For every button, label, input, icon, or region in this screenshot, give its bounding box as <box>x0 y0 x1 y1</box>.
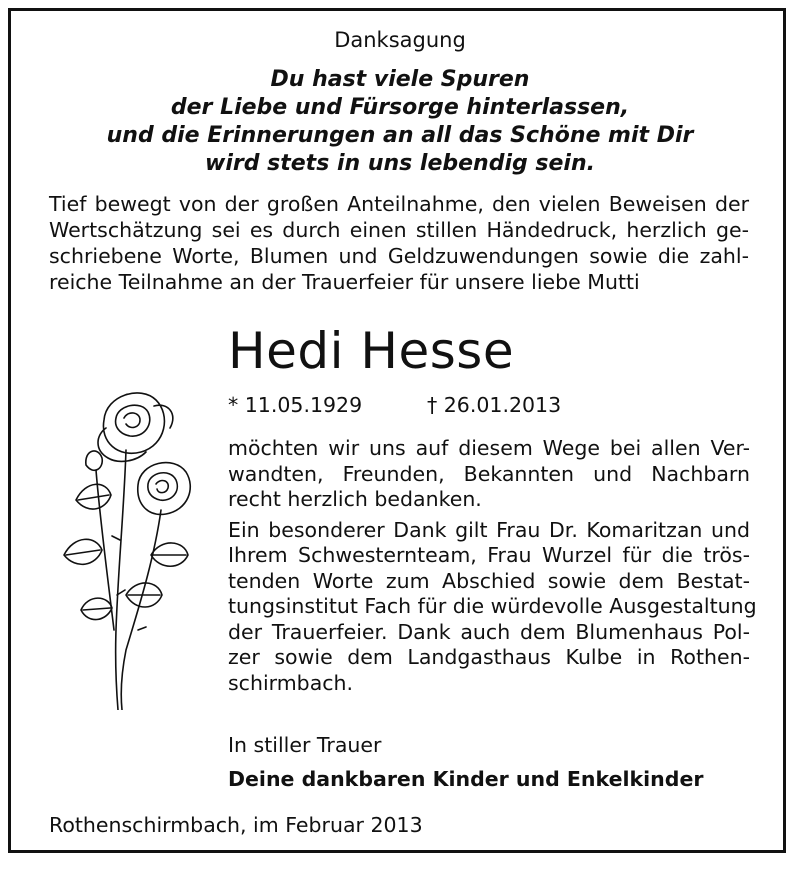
body-line: der Trauerfeier. Dank auch dem Blumenhaus Pol- <box>228 619 750 644</box>
birth-date: * 11.05.1929 <box>228 393 363 417</box>
death-date: † 26.01.2013 <box>427 393 562 417</box>
deceased-name: Hedi Hesse <box>228 322 515 380</box>
mourning-phrase: In stiller Trauer <box>228 733 382 757</box>
verse-line: wird stets in uns lebendig sein. <box>205 151 595 176</box>
body-line: wandten, Freunden, Bekannten und Nachbarn <box>228 461 750 486</box>
body-line: Ihrem Schwesternteam, Frau Wurzel für die trös- <box>228 543 750 567</box>
body-line: recht herzlich bedanken. <box>228 487 482 511</box>
body-line: Ein besonderer Dank gilt Frau Dr. Komaritzan und <box>228 517 750 542</box>
intro-line: Wertschätzung sei es durch einen stillen Händedruck, herzlich ge- <box>49 218 749 242</box>
rose-illustration-icon <box>56 380 196 710</box>
intro-line: schriebene Worte, Blumen und Geldzuwendungen sowie die zahl- <box>49 244 749 268</box>
verse-line: Du hast viele Spuren <box>270 67 530 92</box>
body-line: tungsinstitut Fach für die würdevolle Ausgestaltung <box>228 594 757 618</box>
family-signature: Deine dankbaren Kinder und Enkelkinder <box>228 767 704 791</box>
body-line: zer sowie dem Landgasthaus Kulbe in Rothen- <box>228 645 750 669</box>
body-line: tenden Worte zum Abschied sowie dem Bestat- <box>228 568 750 593</box>
thanks-paragraphs <box>228 436 757 696</box>
body-line: schirmbach. <box>228 670 354 695</box>
memorial-verse <box>0 66 800 178</box>
verse-line: der Liebe und Fürsorge hinterlassen, <box>170 95 630 120</box>
intro-line: reiche Teilnahme an der Trauerfeier für unsere liebe Mutti <box>49 270 640 294</box>
verse-line: und die Erinnerungen an all das Schöne mit Dir <box>106 123 694 148</box>
intro-paragraph <box>49 191 749 295</box>
body-line: möchten wir uns auf diesem Wege bei allen Ver- <box>228 436 750 460</box>
intro-line: Tief bewegt von der großen Anteilnahme, den vielen Beweisen der <box>49 192 749 216</box>
place-and-date: Rothenschirmbach, im Februar 2013 <box>49 813 423 837</box>
notice-heading: Danksagung <box>334 28 466 52</box>
